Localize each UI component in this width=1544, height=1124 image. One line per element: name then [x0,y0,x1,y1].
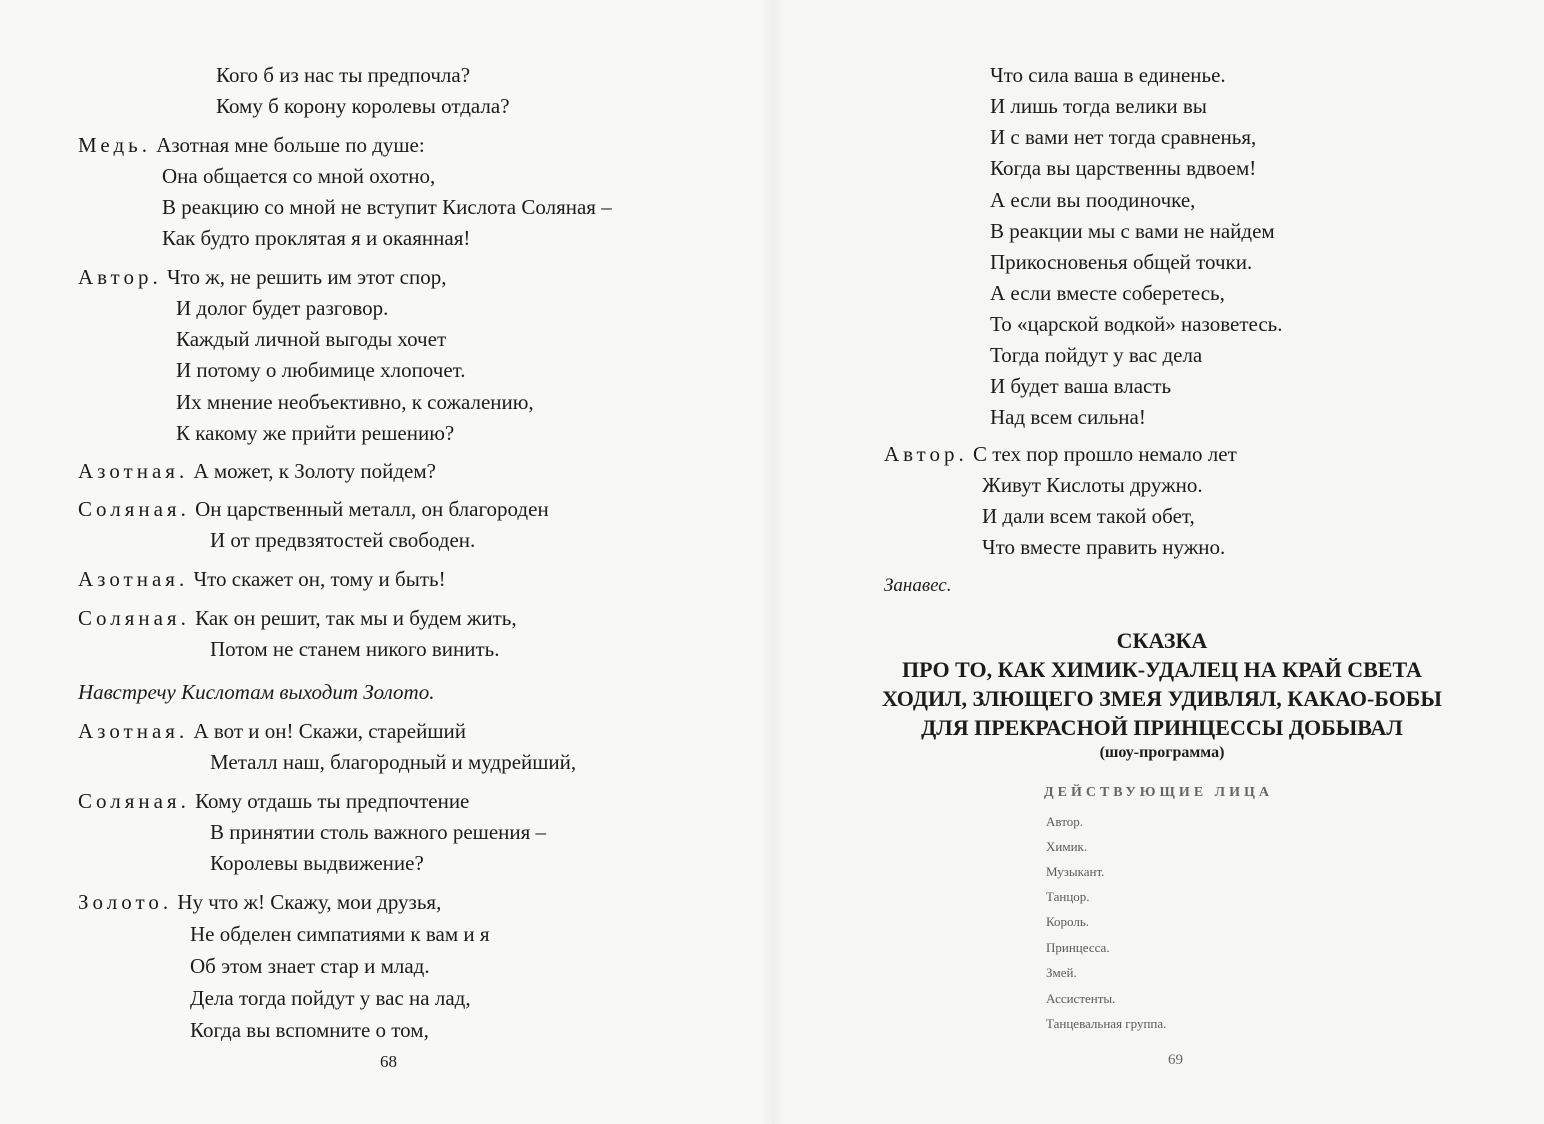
verse-line [176,357,466,383]
line-text: Когда вы вспомните о том, [190,1018,429,1042]
verse-line [190,1017,429,1043]
verse-line [162,225,470,251]
cast-item: Принцесса. [1046,940,1110,955]
line-text: А может, к Золоту пойдем? [193,459,436,483]
line-text: И дали всем такой обет, [982,504,1195,528]
line-text: А вот и он! Скажи, старейший [193,719,467,743]
line-text: Когда вы царственны вдвоем! [990,156,1257,180]
right-page [772,0,1544,1124]
line-text: И потому о любимице хлопочет. [176,358,466,382]
line-text: В принятии столь важного решения – [210,820,547,844]
verse-line [162,163,435,189]
title-line: ПРО ТО, КАК ХИМИК-УДАЛЕЦ НА КРАЙ СВЕТА [902,657,1422,682]
verse-line [190,985,471,1011]
verse-line [78,496,549,522]
line-text: Тогда пойдут у вас дела [990,343,1203,367]
speaker-name: Азотная. [78,567,189,591]
line-text: Азотная мне больше по душе: [156,133,425,157]
line-text: Как будто проклятая я и окаянная! [162,226,471,250]
title-line: ХОДИЛ, ЗЛЮЩЕГО ЗМЕЯ УДИВЛЯЛ, КАКАО-БОБЫ [882,686,1442,711]
verse-line [216,93,510,119]
verse-line [990,187,1195,213]
title-line: ДЛЯ ПРЕКРАСНОЙ ПРИНЦЕССЫ ДОБЫВАЛ [921,715,1403,740]
line-text: И лишь тогда велики вы [990,94,1207,118]
line-text: Королевы выдвижение? [210,851,424,875]
stage-direction [78,679,434,705]
cast-item: Танцевальная группа. [1046,1016,1167,1031]
speaker-name: Соляная. [78,497,190,521]
cast-item: Автор. [1046,814,1083,829]
line-text: Занавес. [884,575,952,596]
verse-line [78,566,446,592]
line-text: Каждый личной выгоды хочет [176,327,447,351]
line-text: Как он решит, так мы и будем жить, [195,606,517,630]
line-text: И долог будет разговор. [176,296,389,320]
book-gutter [760,0,784,1124]
verse-line [210,850,424,876]
line-text: Что вместе править нужно. [982,535,1226,559]
verse-line [982,472,1203,498]
verse-line [884,441,1237,467]
line-text: Металл наш, благородный и мудрейший, [210,750,577,774]
line-text: Что ж, не решить им этот спор, [166,265,447,289]
verse-line [210,527,475,553]
verse-line [78,889,441,915]
verse-line [990,155,1256,181]
verse-line [78,788,469,814]
line-text: Об этом знает стар и млад. [190,954,430,978]
cast-item: Ассистенты. [1046,991,1116,1006]
line-text: И с вами нет тогда сравненья, [990,125,1257,149]
play-title [872,626,1452,764]
verse-line [78,718,466,744]
verse-line [982,503,1195,529]
line-text: К какому же прийти решению? [176,421,455,445]
line-text: То «царской водкой» назоветесь. [990,312,1283,336]
verse-line [990,280,1225,306]
line-text: А если вместе соберетесь, [990,281,1225,305]
verse-line [210,636,500,662]
line-text: И от предвзятостей свободен. [210,528,476,552]
verse-line [990,404,1146,430]
line-text: Она общается со мной охотно, [162,164,436,188]
page-number: 68 [380,1052,397,1071]
line-text: Что скажет он, тому и быть! [193,567,446,591]
speaker-name: Азотная. [78,719,189,743]
verse-line [990,311,1283,337]
verse-line [990,218,1275,244]
verse-line [990,373,1171,399]
verse-line [990,93,1207,119]
line-text: Их мнение необъективно, к сожалению, [176,390,534,414]
verse-line [78,264,446,290]
speaker-name: Соляная. [78,606,190,630]
line-text: Дела тогда пойдут у вас на лад, [190,986,471,1010]
title-line: СКАЗКА [1116,628,1208,653]
cast-item: Король. [1046,914,1090,929]
speaker-name: Золото. [78,890,173,914]
line-text: И будет ваша власть [990,374,1172,398]
page-number: 69 [1168,1052,1183,1068]
line-text: Над всем сильна! [990,405,1146,429]
verse-line [210,819,546,845]
verse-line [78,458,436,484]
verse-line [210,749,576,775]
verse-line [190,921,490,947]
verse-line [78,132,425,158]
speaker-name: Соляная. [78,789,190,813]
line-text: Кому отдашь ты предпочтение [195,789,470,813]
verse-line [176,420,454,446]
verse-line [176,295,388,321]
verse-line [78,605,517,631]
line-text: Живут Кислоты дружно. [982,473,1203,497]
verse-line [176,326,446,352]
verse-line [216,62,470,88]
cast-item: Змей. [1046,965,1077,980]
play-subtitle: (шоу-программа) [1099,744,1225,761]
line-text: В реакции мы с вами не найдем [990,219,1275,243]
line-text: Что сила ваша в единенье. [990,63,1226,87]
verse-line [990,249,1252,275]
line-text: А если вы поодиночке, [990,188,1196,212]
cast-item: Химик. [1046,839,1088,854]
cast-heading: ДЕЙСТВУЮЩИЕ ЛИЦА [1044,785,1273,800]
line-text: Он царственный металл, он благороден [195,497,549,521]
line-text: С тех пор прошло немало лет [972,442,1237,466]
stage-direction [884,573,951,599]
line-text: Ну что ж! Скажу, мои друзья, [177,890,442,914]
line-text: Не обделен симпатиями к вам и я [190,922,490,946]
verse-line [162,194,612,220]
line-text: Навстречу Кислотам выходит Золото. [78,680,435,704]
speaker-name: Медь. [78,133,151,157]
speaker-name: Автор. [884,442,968,466]
verse-line [990,62,1226,88]
line-text: Кого б из нас ты предпочла? [216,63,471,87]
line-text: Прикосновенья общей точки. [990,250,1253,274]
cast-item: Танцор. [1046,889,1090,904]
cast-item: Музыкант. [1046,864,1105,879]
verse-line [990,124,1256,150]
line-text: В реакцию со мной не вступит Кислота Соляная – [162,195,612,219]
verse-line [176,389,534,415]
line-text: Потом не станем никого винить. [210,637,500,661]
verse-line [990,342,1202,368]
line-text: Кому б корону королевы отдала? [216,94,510,118]
speaker-name: Азотная. [78,459,189,483]
verse-line [190,953,430,979]
speaker-name: Автор. [78,265,162,289]
verse-line [982,534,1225,560]
